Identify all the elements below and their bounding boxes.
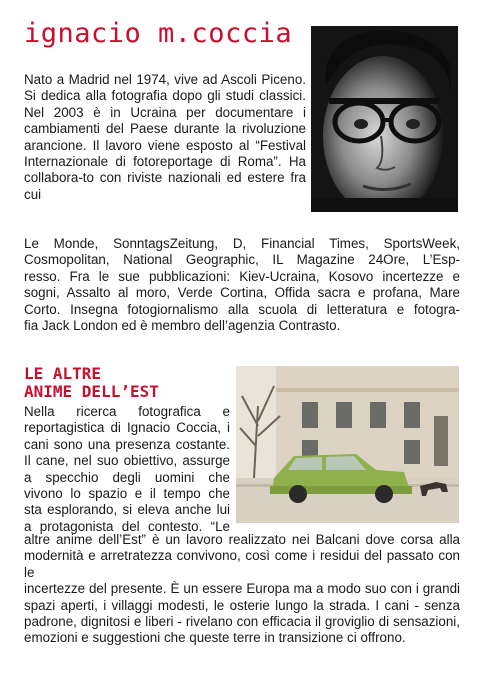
section-title-line: ANIME DELL’EST xyxy=(24,382,159,401)
section-line: a protagonista del contesto. “Le xyxy=(24,518,230,534)
section-line: sta esplorando, si eleva anche lui xyxy=(24,502,230,518)
car-photo xyxy=(236,366,459,523)
car-image xyxy=(236,366,459,523)
section-line: cani sono una presenza costante. xyxy=(24,436,230,452)
bio-line: Cosmopolitan, National Geographic, IL Magazine 24Ore, L’Esp- xyxy=(24,252,460,268)
section-line: incertezze del presente. È un essere Europa ma a modo suo con i grandi xyxy=(24,581,460,597)
section-title xyxy=(24,365,234,401)
bio-text-lower xyxy=(24,236,460,334)
bio-line: resso. Fra le sue pubblicazioni: Kiev-Ucraina, Kosovo incertezze e xyxy=(24,268,460,284)
section-line: emozioni e suggestioni che queste terre in transizione ci offrono. xyxy=(24,630,406,646)
section-line: altre anime dell’Est” è un lavoro realizzato nei Balcani dove corsa alla xyxy=(24,532,460,547)
bio-line: sogni, Assalto al moro, Verde Cortina, Offida sacra e profana, Mare xyxy=(24,285,460,301)
section-title-line: LE ALTRE xyxy=(24,364,102,383)
bio-line: fia Jack London ed è membro dell’agenzia Contrasto. xyxy=(24,318,341,334)
section-line: padrone, dignitosi e liberi - rivelano con efficacia il groviglio di sensazioni, xyxy=(24,614,460,630)
section-line: reportagistica di Ignacio Coccia, i xyxy=(24,420,230,436)
section-line: spazi aperti, i villaggi modesti, le osterie lungo la strada. I cani - senza xyxy=(24,597,460,613)
section-line: Il cane, nel suo obiettivo, assurge xyxy=(24,453,230,469)
section-line: Nella ricerca fotografica e xyxy=(24,404,230,419)
section-text-upper xyxy=(24,404,230,535)
section-line: modernità e arretratezza convivono, così come i residui del passato con le xyxy=(24,548,460,580)
section-line: a specchio degli uomini che xyxy=(24,469,230,485)
page-title: ignacio m.coccia xyxy=(24,18,293,49)
section-text-lower xyxy=(24,532,460,647)
section-line: vivono lo spazio e il tempo che xyxy=(24,486,230,502)
portrait-photo xyxy=(311,26,458,212)
bio-text-upper: Nato a Madrid nel 1974, vive ad Ascoli Piceno. Si dedica alla fotografia dopo gli studi classici. Nel 2003 è in Ucraina per documentare i cambiamenti del Paese durante la rivoluzione arancione. Il lavoro viene esposto al “Festival Internazionale di fotoreportage di Roma”. Ha collabora-to con riviste nazionali ed estere fra cui xyxy=(24,72,306,202)
bio-line: Le Monde, SonntagsZeitung, D, Financial Times, SportsWeek, xyxy=(24,236,460,251)
portrait-image xyxy=(311,26,458,212)
bio-line: Corto. Insegna fotogiornalismo alla scuola di letteratura e fotogra- xyxy=(24,301,460,317)
